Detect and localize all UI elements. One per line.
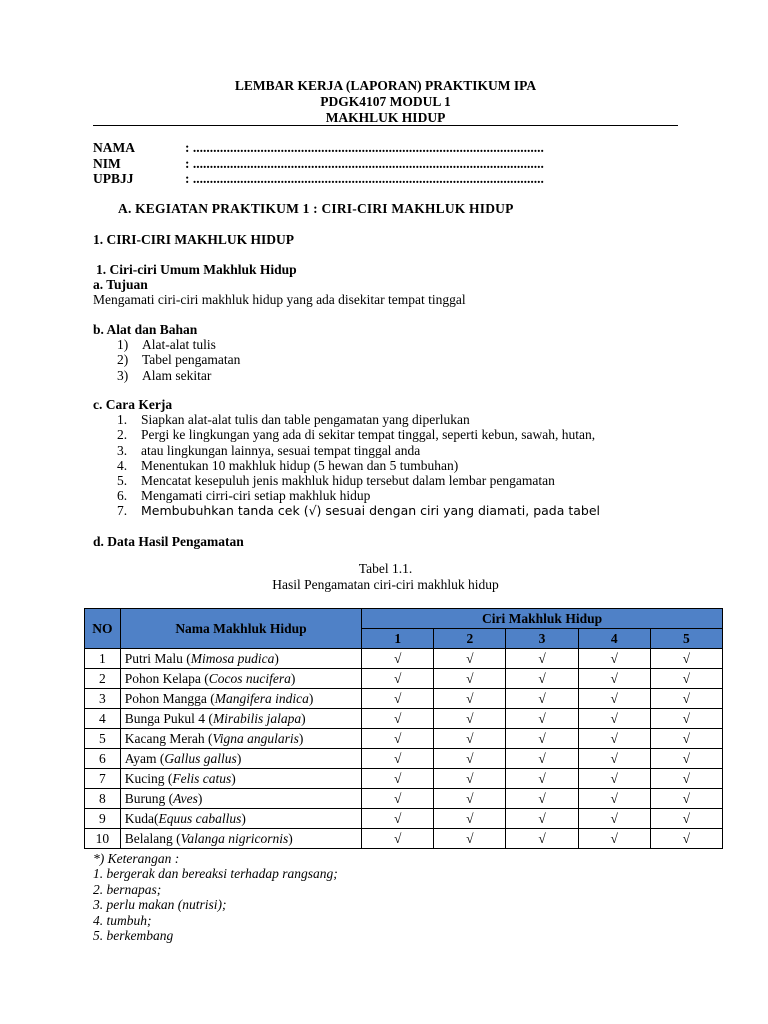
check-mark: √ — [578, 769, 650, 789]
name-close: ) — [231, 770, 236, 786]
item-text: Siapkan alat-alat tulis dan table pengamatan yang diperlukan — [141, 412, 470, 428]
name-close: ) — [274, 650, 279, 666]
latin-name: Aves — [173, 790, 198, 806]
check-mark: √ — [578, 789, 650, 809]
check-mark: √ — [506, 689, 578, 709]
identity-value: : ........................................................................................................ — [185, 171, 544, 186]
row-number: 4 — [85, 709, 121, 729]
identity-value: : ........................................................................................................ — [185, 155, 544, 171]
name-close: ) — [197, 790, 203, 806]
table-row — [85, 749, 723, 769]
check-mark: √ — [506, 829, 578, 849]
common-name: Kacang Merah ( — [124, 730, 213, 746]
check-mark: √ — [434, 709, 506, 729]
row-number: 6 — [85, 749, 121, 769]
identity-label: UPBJJ — [93, 171, 134, 186]
table-row — [85, 789, 723, 809]
item-number: 1. — [117, 412, 128, 428]
name-close: ) — [288, 830, 293, 846]
subsection-heading: 1. Ciri-ciri Umum Makhluk Hidup — [96, 262, 297, 277]
col-header-name: Nama Makhluk Hidup — [120, 609, 361, 649]
common-name: Pohon Mangga ( — [124, 690, 215, 706]
item-text: Mengamati cirri-ciri setiap makhluk hidup — [141, 488, 371, 504]
latin-name: Cocos nucifera — [208, 670, 291, 686]
latin-name: Felis catus — [172, 770, 232, 786]
legend-item: 5. berkembang — [93, 928, 174, 944]
section-a-heading: A. KEGIATAN PRAKTIKUM 1 : CIRI-CIRI MAKHLUK HIDUP — [118, 201, 514, 216]
row-number: 2 — [85, 669, 121, 689]
table-title: Hasil Pengamatan ciri-ciri makhluk hidup — [272, 577, 499, 592]
col-header-ciri: 2 — [434, 629, 506, 649]
alat-block — [93, 322, 240, 383]
check-mark: √ — [578, 809, 650, 829]
col-header-ciri: 1 — [362, 629, 434, 649]
check-mark: √ — [578, 689, 650, 709]
check-mark: √ — [650, 809, 722, 829]
identity-row-nama — [93, 140, 544, 156]
organism-name — [120, 769, 361, 789]
organism-name — [120, 689, 361, 709]
organism-name — [120, 669, 361, 689]
list-item — [93, 427, 600, 442]
check-mark: √ — [578, 649, 650, 669]
item-text: atau lingkungan lainnya, sesuai tempat tinggal anda — [141, 442, 421, 458]
check-mark: √ — [650, 769, 722, 789]
list-item — [93, 503, 600, 518]
check-mark: √ — [362, 689, 434, 709]
item-text: Menentukan 10 makhluk hidup (5 hewan dan 5 tumbuhan) — [141, 457, 459, 473]
check-mark: √ — [506, 769, 578, 789]
check-mark: √ — [434, 789, 506, 809]
check-mark: √ — [434, 669, 506, 689]
list-item — [93, 443, 600, 458]
col-header-ciri: 3 — [506, 629, 578, 649]
organism-name — [120, 749, 361, 769]
alat-heading: b. Alat dan Bahan — [93, 322, 198, 337]
list-item — [93, 337, 240, 352]
identity-block — [93, 140, 544, 187]
legend-heading: *) Keterangan : — [93, 851, 180, 866]
common-name: Kuda( — [124, 810, 159, 826]
legend-block — [93, 851, 338, 943]
row-number: 7 — [85, 769, 121, 789]
item-number: 3. — [117, 442, 128, 458]
common-name: Burung ( — [124, 790, 174, 806]
name-close: ) — [301, 710, 306, 726]
check-mark: √ — [650, 729, 722, 749]
organism-name — [120, 649, 361, 669]
cara-heading: c. Cara Kerja — [93, 397, 173, 412]
check-mark: √ — [362, 829, 434, 849]
common-name: Putri Malu ( — [124, 650, 191, 666]
table-row — [85, 729, 723, 749]
check-mark: √ — [434, 769, 506, 789]
header-divider — [93, 125, 678, 126]
latin-name: Mangifera indica — [214, 690, 309, 706]
identity-label: NIM — [93, 155, 121, 171]
table-row — [85, 669, 723, 689]
check-mark: √ — [578, 669, 650, 689]
item-number: 4. — [117, 457, 128, 473]
name-close: ) — [308, 690, 314, 706]
table-number: Tabel 1.1. — [358, 561, 413, 576]
table-caption — [93, 561, 678, 593]
check-mark: √ — [578, 749, 650, 769]
check-mark: √ — [650, 789, 722, 809]
latin-name: Mirabilis jalapa — [212, 710, 302, 726]
observation-table — [84, 608, 723, 849]
check-mark: √ — [650, 689, 722, 709]
check-mark: √ — [578, 709, 650, 729]
list-item — [93, 368, 240, 383]
item-number: 3) — [117, 367, 129, 383]
item-number: 2. — [117, 427, 128, 443]
alat-list — [93, 337, 240, 383]
list-item — [93, 488, 600, 503]
check-mark: √ — [362, 729, 434, 749]
check-mark: √ — [506, 749, 578, 769]
item-number: 2) — [117, 352, 129, 368]
check-mark: √ — [506, 649, 578, 669]
item-text: Alat-alat tulis — [142, 337, 216, 353]
list-item — [93, 473, 600, 488]
item-number: 6. — [117, 488, 128, 504]
item-text: Tabel pengamatan — [142, 352, 241, 368]
item-number: 1) — [117, 337, 129, 353]
item-text: Mencatat kesepuluh jenis makhluk hidup tersebut dalam lembar pengamatan — [141, 473, 555, 489]
check-mark: √ — [362, 809, 434, 829]
common-name: Bunga Pukul 4 ( — [124, 710, 213, 726]
header-title: LEMBAR KERJA (LAPORAN) PRAKTIKUM IPA — [234, 78, 537, 93]
table-row — [85, 809, 723, 829]
legend-item: 2. bernapas; — [93, 881, 162, 897]
item-number: 7. — [117, 503, 128, 519]
check-mark: √ — [578, 829, 650, 849]
legend-item: 1. bergerak dan bereaksi terhadap rangsang; — [93, 866, 338, 882]
item-text: Alam sekitar — [142, 367, 212, 383]
name-close: ) — [290, 670, 296, 686]
check-mark: √ — [578, 729, 650, 749]
table-row — [85, 709, 723, 729]
check-mark: √ — [650, 649, 722, 669]
list-item — [93, 352, 240, 367]
table-row — [85, 649, 723, 669]
latin-name: Valanga nigricornis — [180, 830, 289, 846]
check-mark: √ — [506, 729, 578, 749]
check-mark: √ — [434, 689, 506, 709]
header-course: PDGK4107 MODUL 1 — [320, 94, 451, 109]
organism-name — [120, 789, 361, 809]
check-mark: √ — [650, 749, 722, 769]
latin-name: Equus caballus — [158, 810, 242, 826]
organism-name — [120, 709, 361, 729]
data-heading: d. Data Hasil Pengamatan — [93, 534, 244, 549]
col-header-group: Ciri Makhluk Hidup — [362, 609, 723, 629]
list-item — [93, 458, 600, 473]
name-close: ) — [241, 810, 246, 826]
tujuan-block — [93, 277, 466, 307]
check-mark: √ — [506, 789, 578, 809]
latin-name: Vigna angularis — [212, 730, 299, 746]
identity-row-upbjj — [93, 171, 544, 187]
row-number: 1 — [85, 649, 121, 669]
row-number: 9 — [85, 809, 121, 829]
row-number: 10 — [85, 829, 121, 849]
check-mark: √ — [434, 649, 506, 669]
document-header — [93, 78, 678, 126]
tujuan-text: Mengamati ciri-ciri makhluk hidup yang ada disekitar tempat tinggal — [93, 292, 466, 308]
item-text: Pergi ke lingkungan yang ada di sekitar tempat tinggal, seperti kebun, sawah, hutan, — [141, 427, 596, 443]
section-1-heading: 1. CIRI-CIRI MAKHLUK HIDUP — [93, 232, 295, 247]
check-mark: √ — [362, 669, 434, 689]
check-mark: √ — [362, 649, 434, 669]
legend-item: 3. perlu makan (nutrisi); — [93, 897, 227, 913]
common-name: Belalang ( — [124, 830, 181, 846]
legend-item: 4. tumbuh; — [93, 912, 152, 928]
check-mark: √ — [362, 789, 434, 809]
cara-list — [93, 412, 600, 518]
check-mark: √ — [434, 749, 506, 769]
organism-name — [120, 729, 361, 749]
row-number: 5 — [85, 729, 121, 749]
table-row — [85, 689, 723, 709]
table-body — [85, 649, 723, 849]
check-mark: √ — [434, 809, 506, 829]
identity-value: : ........................................................................................................ — [185, 140, 544, 155]
col-header-ciri: 4 — [578, 629, 650, 649]
row-number: 8 — [85, 789, 121, 809]
check-mark: √ — [362, 709, 434, 729]
check-mark: √ — [506, 709, 578, 729]
cara-block — [93, 397, 600, 519]
item-number: 5. — [117, 473, 128, 489]
row-number: 3 — [85, 689, 121, 709]
name-close: ) — [298, 730, 304, 746]
latin-name: Gallus gallus — [164, 750, 237, 766]
check-mark: √ — [362, 749, 434, 769]
check-mark: √ — [434, 729, 506, 749]
check-mark: √ — [506, 809, 578, 829]
check-mark: √ — [506, 669, 578, 689]
name-close: ) — [236, 750, 242, 766]
table-row — [85, 769, 723, 789]
table-row — [85, 829, 723, 849]
item-text: Membubuhkan tanda cek (√) sesuai dengan ciri yang diamati, pada tabel — [141, 503, 601, 519]
col-header-no: NO — [85, 609, 121, 649]
header-module: MAKHLUK HIDUP — [325, 110, 446, 125]
organism-name — [120, 809, 361, 829]
organism-name — [120, 829, 361, 849]
identity-row-nim — [93, 156, 544, 172]
list-item — [93, 412, 600, 427]
check-mark: √ — [434, 829, 506, 849]
check-mark: √ — [650, 709, 722, 729]
identity-label: NAMA — [93, 140, 135, 155]
check-mark: √ — [650, 829, 722, 849]
common-name: Pohon Kelapa ( — [124, 670, 209, 686]
tujuan-heading: a. Tujuan — [93, 277, 148, 292]
common-name: Kucing ( — [124, 770, 173, 786]
check-mark: √ — [650, 669, 722, 689]
common-name: Ayam ( — [124, 750, 165, 766]
latin-name: Mimosa pudica — [190, 650, 275, 666]
col-header-ciri: 5 — [650, 629, 722, 649]
check-mark: √ — [362, 769, 434, 789]
